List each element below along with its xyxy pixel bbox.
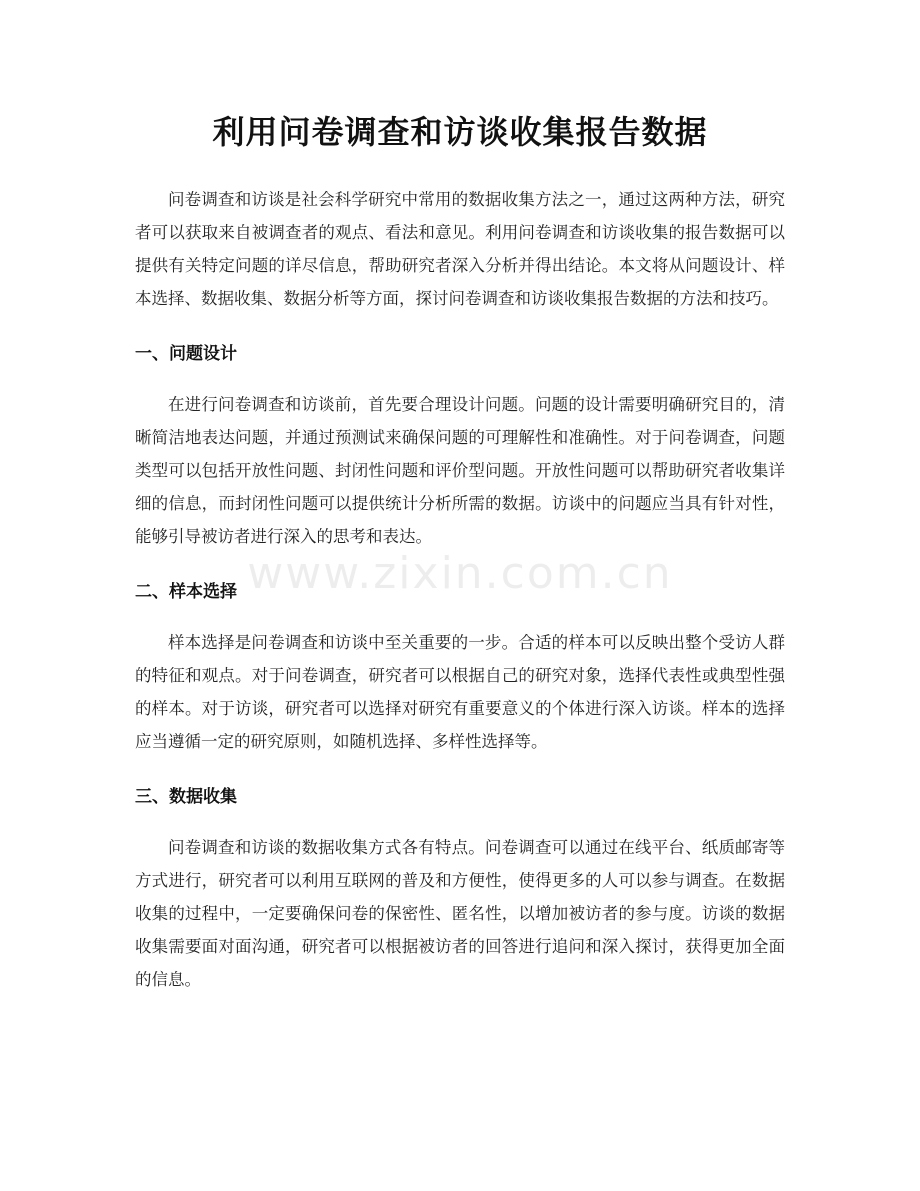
section-body-question-design: 在进行问卷调查和访谈前，首先要合理设计问题。问题的设计需要明确研究目的，清晰简洁地表达问题，并通过预测试来确保问题的可理解性和准确性。对于问卷调查，问题类型可以包括开放性问题、封闭性问题和评价型问题。开放性问题可以帮助研究者收集详细的信息，而封闭性问题可以提供统计分析所需的数据。访谈中的问题应当具有针对性，能够引导被访者进行深入的思考和表达。	[135, 395, 785, 546]
section-heading-question-design: 一、问题设计	[135, 344, 237, 364]
section-heading-sample-selection: 二、样本选择	[135, 582, 237, 602]
section-body-sample-selection: 样本选择是问卷调查和访谈中至关重要的一步。合适的样本可以反映出整个受访人群的特征和观点。对于问卷调查，研究者可以根据自己的研究对象，选择代表性或典型性强的样本。对于访谈，研究者可以选择对研究有重要意义的个体进行深入访谈。样本的选择应当遵循一定的研究原则，如随机选择、多样性选择等。	[135, 633, 785, 751]
document-body	[135, 183, 785, 996]
section-body-data-collection: 问卷调查和访谈的数据收集方式各有特点。问卷调查可以通过在线平台、纸质邮寄等方式进行，研究者可以利用互联网的普及和方便性，使得更多的人可以参与调查。在数据收集的过程中，一定要确保问卷的保密性、匿名性，以增加被访者的参与度。访谈的数据收集需要面对面沟通，研究者可以根据被访者的回答进行追问和深入探讨，获得更加全面的信息。	[135, 838, 785, 989]
section-heading-data-collection: 三、数据收集	[135, 787, 237, 807]
page-title: 利用问卷调查和访谈收集报告数据	[212, 113, 708, 151]
watermark-text: www.zixin.com.cn	[247, 548, 673, 599]
intro-paragraph: 问卷调查和访谈是社会科学研究中常用的数据收集方法之一，通过这两种方法，研究者可以获取来自被调查者的观点、看法和意见。利用问卷调查和访谈收集的报告数据可以提供有关特定问题的详尽信息，帮助研究者深入分析并得出结论。本文将从问题设计、样本选择、数据收集、数据分析等方面，探讨问卷调查和访谈收集报告数据的方法和技巧。	[135, 190, 785, 308]
